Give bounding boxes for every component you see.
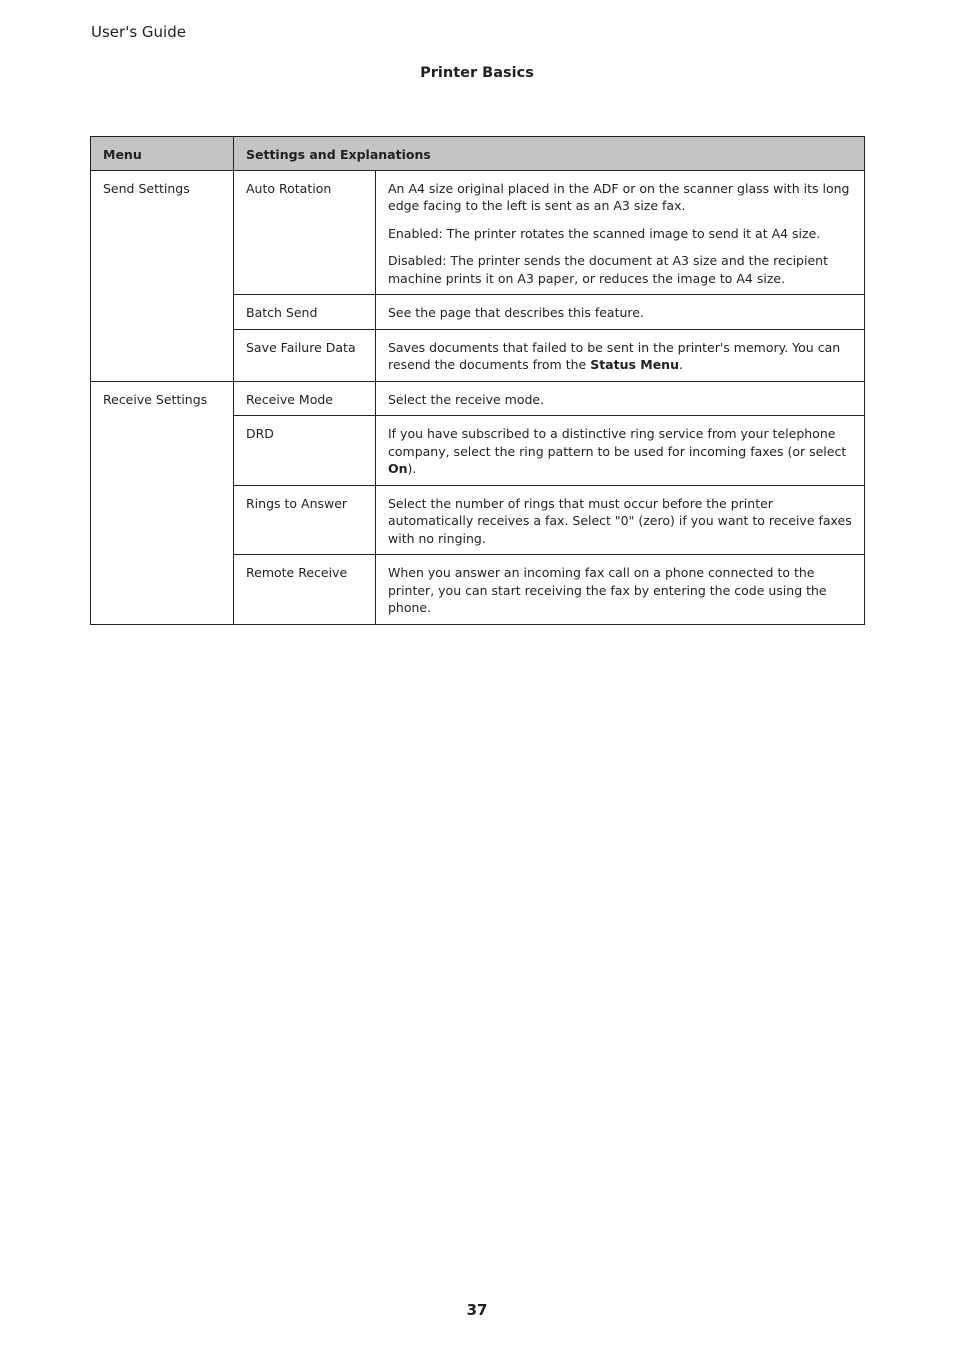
menu-send-settings: Send Settings <box>91 170 234 381</box>
on-option-reference: On <box>388 461 408 476</box>
page-number: 37 <box>466 1301 488 1319</box>
setting-batch-send: Batch Send <box>234 295 376 330</box>
explanation-remote-receive: When you answer an incoming fax call on a phone connected to the printer, you can start receiving the fax by entering the code using the phone. <box>376 555 865 625</box>
explanation-drd <box>376 416 865 486</box>
explanation-paragraph: Enabled: The printer rotates the scanned image to send it at A4 size. <box>388 225 821 241</box>
table-header-row <box>91 137 865 171</box>
explanation-auto-rotation <box>376 170 865 295</box>
explanation-text: ). <box>407 461 417 476</box>
explanation-paragraph: Disabled: The printer sends the document at A3 size and the recipient machine prints it on A3 paper, or reduces the image to A4 size. <box>388 253 828 286</box>
explanation-text: If you have subscribed to a distinctive ring service from your telephone company, select the ring pattern to be used for incoming faxes (or select <box>388 426 847 459</box>
explanation-batch-send: See the page that describes this feature. <box>376 295 865 330</box>
menu-receive-settings: Receive Settings <box>91 381 234 624</box>
explanation-text: . <box>678 357 683 372</box>
setting-save-failure-data: Save Failure Data <box>234 329 376 381</box>
setting-auto-rotation: Auto Rotation <box>234 170 376 295</box>
explanation-text: Saves documents that failed to be sent in the printer's memory. You can resend the documents from the <box>388 339 841 372</box>
column-header-menu: Menu <box>91 137 234 171</box>
settings-table <box>90 136 865 625</box>
explanation-paragraph: An A4 size original placed in the ADF or on the scanner glass with its long edge facing to the left is sent as an A3 size fax. <box>388 180 850 213</box>
status-menu-reference: Status Menu <box>590 357 679 372</box>
document-title: User's Guide <box>91 23 186 41</box>
section-title: Printer Basics <box>420 65 534 81</box>
setting-rings-to-answer: Rings to Answer <box>234 485 376 555</box>
explanation-rings-to-answer: Select the number of rings that must occur before the printer automatically receives a fax. Select "0" (zero) if you want to receive faxes with no ringing. <box>376 485 865 555</box>
table-row <box>91 170 865 295</box>
table-row <box>91 381 865 416</box>
explanation-save-failure-data <box>376 329 865 381</box>
setting-drd: DRD <box>234 416 376 486</box>
setting-remote-receive: Remote Receive <box>234 555 376 625</box>
column-header-settings: Settings and Explanations <box>234 137 865 171</box>
explanation-receive-mode: Select the receive mode. <box>376 381 865 416</box>
setting-receive-mode: Receive Mode <box>234 381 376 416</box>
